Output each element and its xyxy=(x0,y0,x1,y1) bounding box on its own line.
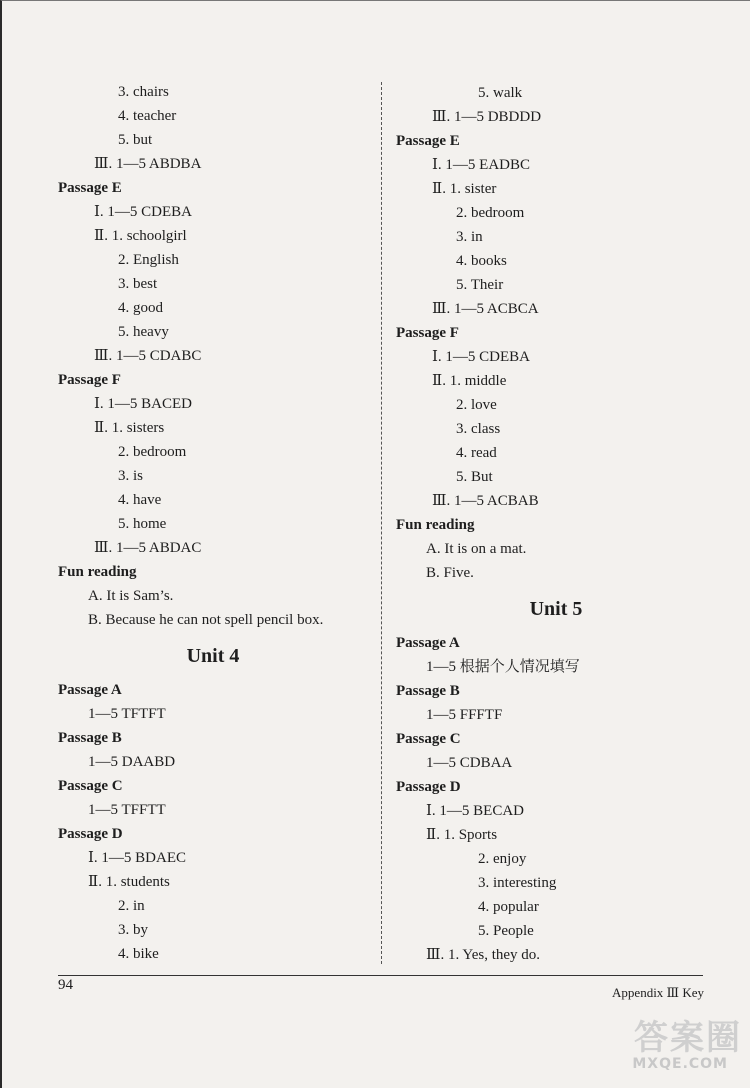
passage-heading: Passage F xyxy=(58,372,121,388)
answer-line: Ⅰ. 1—5 BACED xyxy=(94,396,193,412)
left-column xyxy=(58,80,368,966)
answer-line: 5. walk xyxy=(478,85,523,101)
answer-line: 4. popular xyxy=(478,899,539,915)
answer-line: Ⅱ. 1. sisters xyxy=(94,420,165,436)
answer-line: 2. bedroom xyxy=(456,205,525,221)
answer-line: Ⅲ. 1—5 ABDAC xyxy=(94,540,202,556)
passage-heading: Fun reading xyxy=(58,564,137,580)
answer-line: 4. good xyxy=(118,300,163,316)
answer-line: 4. teacher xyxy=(118,108,177,124)
watermark-url: MXQE.COM xyxy=(632,1056,728,1072)
answer-line: 5. home xyxy=(118,516,167,532)
answer-line: Ⅱ. 1. sister xyxy=(432,181,497,197)
passage-heading: Passage C xyxy=(58,778,123,794)
passage-heading: Passage D xyxy=(396,779,461,795)
answer-line: Ⅱ. 1. students xyxy=(88,874,170,890)
answer-line: 1—5 DAABD xyxy=(88,754,176,770)
page-number: 94 xyxy=(58,977,73,993)
passage-heading: Passage A xyxy=(396,635,460,651)
unit-title: Unit 5 xyxy=(529,598,583,620)
answer-line: Ⅰ. 1—5 CDEBA xyxy=(432,349,531,365)
answer-line: Ⅲ. 1—5 ACBCA xyxy=(432,301,539,317)
column-divider xyxy=(381,82,382,964)
answer-line: 5. But xyxy=(456,469,493,485)
answer-line: Ⅰ. 1—5 EADBC xyxy=(432,157,531,173)
answer-line: 4. have xyxy=(118,492,162,508)
answer-line: 1—5 根据个人情况填写 xyxy=(426,659,580,675)
answer-line: Ⅲ. 1—5 DBDDD xyxy=(432,109,542,125)
passage-heading: Passage F xyxy=(396,325,459,341)
answer-line: 2. English xyxy=(118,252,179,268)
answer-line: Ⅱ. 1. Sports xyxy=(426,827,498,843)
answer-line: Ⅰ. 1—5 BECAD xyxy=(426,803,525,819)
answer-line: Ⅱ. 1. schoolgirl xyxy=(94,228,187,244)
answer-line: 2. enjoy xyxy=(478,851,527,867)
answer-line: 1—5 TFFTT xyxy=(88,802,166,818)
passage-heading: Fun reading xyxy=(396,517,475,533)
answer-line: 3. in xyxy=(456,229,483,245)
answer-line: 1—5 TFTFT xyxy=(88,706,166,722)
answer-line: Ⅲ. 1—5 CDABC xyxy=(94,348,202,364)
answer-line: 1—5 FFFTF xyxy=(426,707,503,723)
answer-line: 3. by xyxy=(118,922,148,938)
answer-line: 3. best xyxy=(118,276,158,292)
passage-heading: Passage C xyxy=(396,731,461,747)
passage-heading: Passage B xyxy=(396,683,460,699)
answer-line: 5. heavy xyxy=(118,324,169,340)
passage-heading: Passage D xyxy=(58,826,123,842)
answer-line: 5. Their xyxy=(456,277,504,293)
answer-line: 5. but xyxy=(118,132,153,148)
answer-line: 4. read xyxy=(456,445,497,461)
unit-title: Unit 4 xyxy=(186,645,240,667)
footer-rule xyxy=(58,975,703,976)
answer-line: 3. class xyxy=(456,421,501,437)
watermark-logo: 答案圈 xyxy=(634,1018,742,1058)
answer-line: 4. books xyxy=(456,253,507,269)
answer-line: Ⅱ. 1. middle xyxy=(432,373,507,389)
answer-line: B. Because he can not spell pencil box. xyxy=(88,612,324,628)
answer-line: 3. interesting xyxy=(478,875,557,891)
passage-heading: Passage B xyxy=(58,730,122,746)
answer-line: 5. People xyxy=(478,923,534,939)
passage-heading: Passage E xyxy=(396,133,460,149)
answer-line: 2. bedroom xyxy=(118,444,187,460)
answer-line: Ⅰ. 1—5 CDEBA xyxy=(94,204,193,220)
answer-line: 3. chairs xyxy=(118,84,169,100)
answer-line: Ⅰ. 1—5 BDAEC xyxy=(88,850,187,866)
answer-line: 3. is xyxy=(118,468,144,484)
answer-line: Ⅲ. 1—5 ACBAB xyxy=(432,493,539,509)
answer-line: B. Five. xyxy=(426,565,474,581)
answer-line: Ⅲ. 1. Yes, they do. xyxy=(426,947,541,963)
answer-line: A. It is Sam’s. xyxy=(88,588,174,604)
answer-line: 4. bike xyxy=(118,946,159,962)
answer-line: 2. love xyxy=(456,397,497,413)
answer-line: 2. in xyxy=(118,898,145,914)
footer-label: Appendix Ⅲ Key xyxy=(612,985,704,1000)
answer-line: Ⅲ. 1—5 ABDBA xyxy=(94,156,202,172)
right-column xyxy=(396,81,716,967)
passage-heading: Passage A xyxy=(58,682,122,698)
answer-line: A. It is on a mat. xyxy=(426,541,527,557)
passage-heading: Passage E xyxy=(58,180,122,196)
answer-line: 1—5 CDBAA xyxy=(426,755,513,771)
